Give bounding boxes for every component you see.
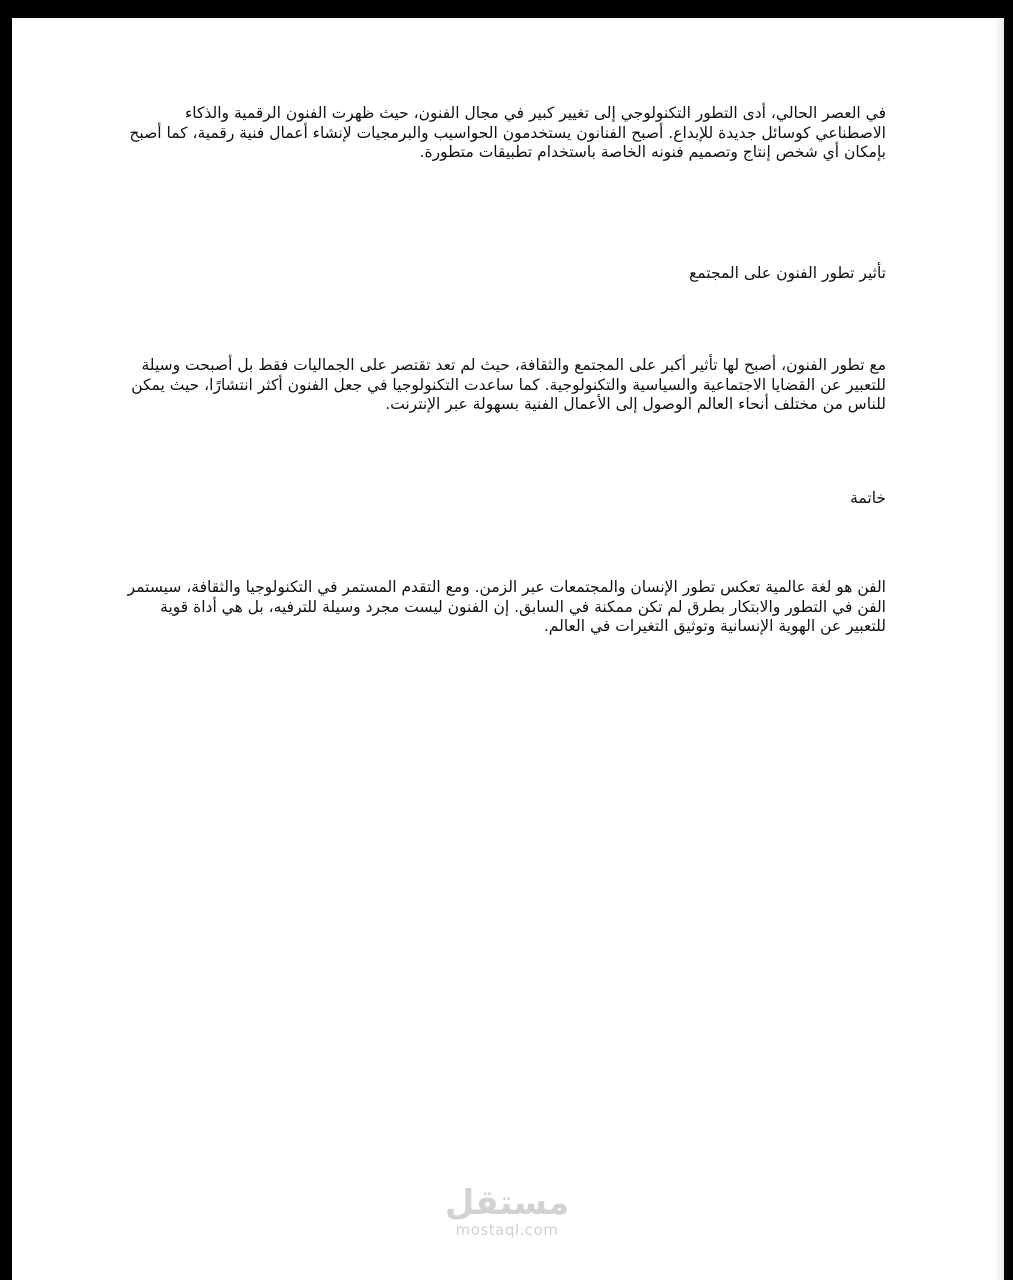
mostaql-watermark bbox=[432, 1185, 582, 1239]
section-heading-impact: تأثير تطور الفنون على المجتمع bbox=[689, 264, 886, 282]
document-page bbox=[12, 18, 1004, 1280]
intro-paragraph: في العصر الحالي، أدى التطور التكنولوجي إلى تغيير كبير في مجال الفنون، حيث ظهرت الفنون الرقمية والذكاء الاصطناعي كوسائل جديدة للإبداع. أصبح الفنانون يستخدمون الحواسيب والبرمجيات لإنشاء أعمال فنية رقمية، كما أصبح بإمكان أي شخص إنتاج وتصميم فنونه الخاصة باستخدام تطبيقات متطورة. bbox=[129, 104, 886, 161]
conclusion-paragraph: الفن هو لغة عالمية تعكس تطور الإنسان والمجتمعات عبر الزمن. ومع التقدم المستمر في التكنولوجيا والثقافة، سيستمر الفن في التطور والابتكار بطرق لم تكن ممكنة في السابق. إن الفنون ليست مجرد وسيلة للترفيه، بل هي أداة قوية للتعبير عن الهوية الإنسانية وتوثيق التغيرات في العالم. bbox=[127, 578, 886, 635]
watermark-logo-text: مستقل bbox=[444, 1183, 570, 1223]
page-edge-shadow bbox=[994, 18, 1004, 1280]
section-heading-conclusion: خاتمة bbox=[850, 489, 886, 507]
watermark-url: mostaql.com bbox=[455, 1221, 559, 1239]
impact-paragraph: مع تطور الفنون، أصبح لها تأثير أكبر على المجتمع والثقافة، حيث لم تعد تقتصر على الجماليات فقط بل أصبحت وسيلة للتعبير عن القضايا الاجتماعية والسياسية والتكنولوجية. كما ساعدت التكنولوجيا في جعل الفنون أكثر انتشارًا، حيث يمكن للناس من مختلف أنحاء العالم الوصول إلى الأعمال الفنية بسهولة عبر الإنترنت. bbox=[131, 356, 886, 413]
